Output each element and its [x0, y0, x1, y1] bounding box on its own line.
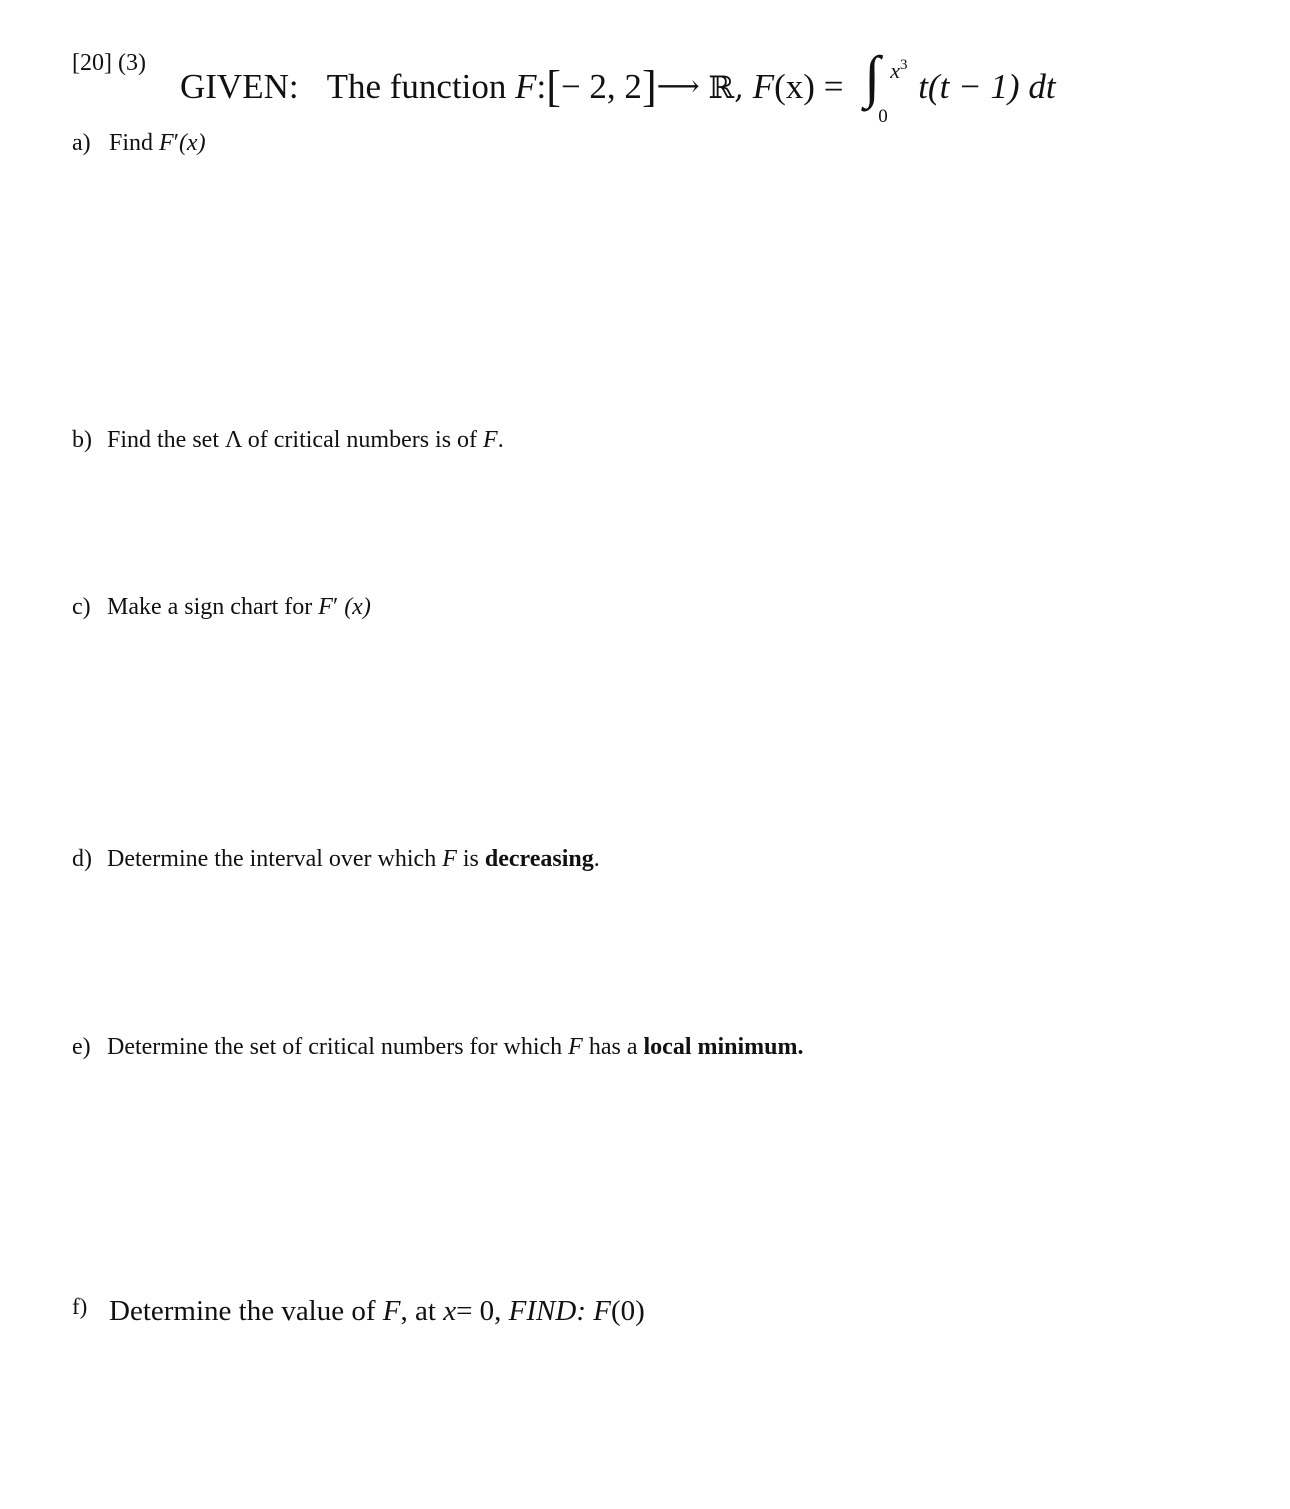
question-e-math-name: F [568, 1034, 583, 1060]
upper-limit-base: x [890, 58, 900, 83]
question-d-bold: decreasing [484, 846, 594, 872]
given-label: GIVEN: [180, 67, 299, 106]
question-e-bold: local minimum. [643, 1034, 804, 1060]
given-statement [180, 44, 1056, 127]
question-f-result-arg: (0) [610, 1295, 645, 1327]
function-name: F [515, 67, 537, 106]
lhs-argument: (x) [774, 67, 815, 106]
domain-close-bracket: ] [641, 62, 657, 111]
question-e [72, 1034, 804, 1061]
question-b-label: b) [72, 427, 92, 453]
question-c-math-name: F [318, 594, 333, 620]
lhs-function-name: F [752, 67, 775, 106]
problem-number: [20] (3) [72, 50, 146, 76]
integral-sign: ∫ [864, 44, 881, 109]
question-f-label: f) [72, 1294, 88, 1319]
integral [852, 44, 918, 127]
question-b-text-before: Find the set [107, 427, 219, 453]
question-b-period: . [497, 427, 504, 453]
question-f-text-before: Determine the value of [109, 1295, 376, 1327]
question-a-math-arg: (x) [178, 130, 206, 156]
function-colon: : [536, 67, 547, 106]
question-f-result-name: F [593, 1295, 611, 1327]
question-f-find-label: FIND: [508, 1295, 586, 1327]
question-e-label: e) [72, 1034, 91, 1060]
domain-values: − 2, 2 [560, 67, 642, 106]
domain-open-bracket: [ [546, 62, 561, 111]
question-d-math-name: F [442, 846, 457, 872]
question-b [72, 427, 504, 454]
question-f-math-eq: = 0, [456, 1295, 502, 1327]
question-d-period: . [593, 846, 600, 872]
question-f-math-var: x [443, 1295, 457, 1327]
question-d-label: d) [72, 846, 92, 872]
integral-upper-limit [890, 40, 907, 96]
given-intro: The function [326, 67, 507, 106]
upper-limit-exponent: 3 [899, 57, 908, 73]
question-b-lambda-symbol: Λ [225, 427, 242, 453]
question-d-text-before: Determine the interval over which [107, 846, 437, 872]
question-f [72, 1294, 645, 1328]
question-a-prime: ′ [173, 130, 179, 156]
question-a-text: Find [109, 130, 154, 156]
integrand-factor: (t − 1) [927, 67, 1020, 106]
question-c-math-arg: (x) [344, 594, 371, 620]
question-f-text-at: , at [400, 1295, 436, 1327]
maps-to-arrow: ⟶ [656, 70, 700, 103]
question-c-prime: ′ [332, 594, 339, 620]
question-a [72, 130, 206, 157]
question-b-text-after: of critical numbers is of [247, 427, 478, 453]
integral-lower-limit: 0 [878, 106, 888, 127]
equals-sign: = [823, 67, 844, 106]
question-d-text-mid: is [462, 846, 479, 872]
question-b-math-name: F [483, 427, 498, 453]
differential: dt [1028, 67, 1056, 106]
question-c-label: c) [72, 594, 91, 620]
question-c-text: Make a sign chart for [107, 594, 313, 620]
question-a-math-name: F [159, 130, 174, 156]
question-a-label: a) [72, 130, 91, 156]
question-e-text-before: Determine the set of critical numbers for which [107, 1034, 563, 1060]
question-f-math-name: F [382, 1295, 401, 1327]
question-d [72, 846, 600, 873]
question-c [72, 594, 371, 621]
integrand-variable: t [918, 67, 928, 106]
codomain-reals: ℝ, [708, 70, 744, 106]
question-e-text-mid: has a [588, 1034, 638, 1060]
